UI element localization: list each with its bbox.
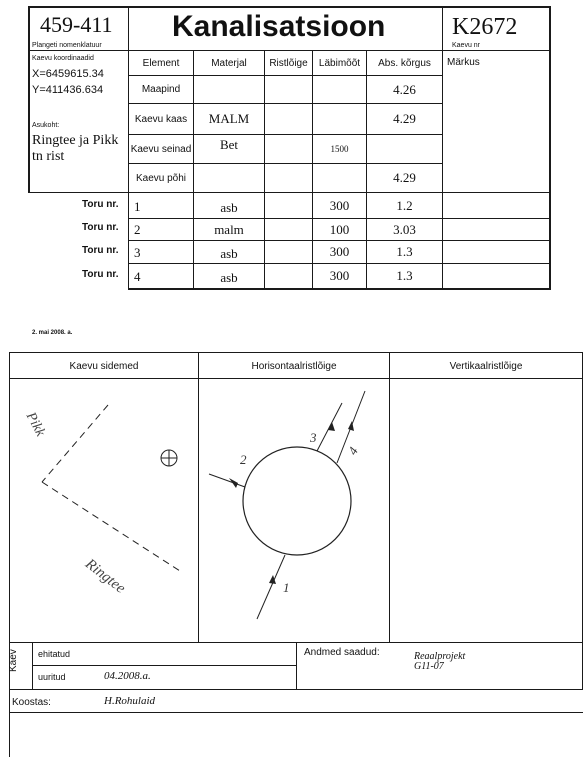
- pipe-arrow-1-icon: [269, 575, 276, 584]
- row-material: MALM: [208, 111, 250, 126]
- row-element: Kaevu kaas: [134, 113, 188, 125]
- sheet-code: 459-411: [40, 12, 113, 37]
- pipe-label: Toru nr.: [82, 245, 119, 256]
- pipe-height: 3.03: [393, 221, 416, 237]
- built-label: ehitatud: [38, 649, 71, 659]
- col-header-height: Abs. kõrgus: [378, 57, 431, 69]
- col-header-material: Materjal: [211, 57, 247, 69]
- pipe-diameter: 300: [329, 244, 350, 259]
- pipe-diameter: 300: [329, 197, 350, 213]
- row-height: 4.29: [393, 170, 416, 185]
- pipe-label-4: 4: [344, 444, 361, 458]
- page-title: Kanalisatsioon: [172, 10, 386, 43]
- section-title-horizontal: Horisontaalristlõige: [251, 360, 337, 372]
- data-source-label: Andmed saadud:: [304, 647, 380, 658]
- pipe-arrow-2-icon: [229, 478, 238, 488]
- street-label-ringtee: Ringtee: [82, 556, 129, 597]
- author-label: Koostas:: [12, 697, 51, 708]
- side-label-kaev: Kaev: [8, 649, 19, 672]
- coord-x: X=6459615.34: [32, 68, 104, 80]
- row-element: Maapind: [141, 84, 181, 95]
- pipe-nr: 4: [134, 269, 141, 284]
- pipe-height: 1.2: [396, 197, 413, 213]
- sheet-code-caption: Plangeti nomenklatuur: [32, 42, 102, 49]
- pipe-height: 1.3: [396, 268, 413, 283]
- well-circle: [243, 447, 351, 555]
- pipe-diameter: 300: [329, 268, 350, 283]
- pipe-line-2: [209, 474, 245, 487]
- surveyed-value: 04.2008.a.: [104, 670, 151, 682]
- pipe-arrow-3-icon: [328, 422, 335, 431]
- horizontal-section-sketch: [199, 379, 389, 641]
- street-label-pikk: Pikk: [22, 410, 48, 440]
- pipe-label: Toru nr.: [82, 222, 119, 233]
- well-id-caption: Kaevu nr: [452, 42, 481, 49]
- pipe-material: asb: [220, 246, 238, 261]
- pipe-nr: 1: [134, 199, 141, 214]
- pipe-label-1: 1: [283, 580, 290, 595]
- pipe-label: Toru nr.: [82, 199, 119, 210]
- pipe-label-2: 2: [240, 452, 247, 467]
- date-stamp: 2. mai 2008. a.: [32, 330, 73, 336]
- row-element: Kaevu põhi: [135, 172, 187, 184]
- col-header-diameter: Läbimõõt: [318, 57, 361, 69]
- pipe-material: asb: [220, 200, 238, 215]
- col-header-notes: Märkus: [447, 57, 480, 68]
- pipe-material: asb: [220, 270, 238, 285]
- row-diameter: 1500: [330, 144, 349, 154]
- section-title-connections: Kaevu sidemed: [69, 360, 139, 372]
- coords-label: Kaevu koordinaadid: [32, 55, 94, 62]
- pipe-label: Toru nr.: [82, 269, 119, 280]
- well-id: K2672: [452, 14, 518, 40]
- coord-y: Y=411436.634: [32, 84, 104, 96]
- pipe-height: 1.3: [396, 244, 413, 259]
- author-value: H.Rohulaid: [104, 695, 156, 707]
- pipe-nr: 3: [134, 245, 141, 260]
- col-header-cross: Ristlõige: [269, 57, 308, 69]
- pipe-diameter: 100: [329, 221, 350, 237]
- row-height: 4.26: [393, 81, 416, 97]
- data-source-value-2: G11-07: [414, 661, 444, 672]
- row-element: Kaevu seinad: [130, 143, 192, 155]
- row-height: 4.29: [393, 111, 416, 126]
- pipe-material: malm: [214, 222, 244, 237]
- pipe-line-1: [257, 555, 285, 619]
- data-source-value-1: Reaalprojekt: [414, 651, 466, 662]
- pipe-nr: 2: [134, 222, 141, 237]
- surveyed-label: uuritud: [38, 672, 66, 682]
- row-material: Bet: [219, 137, 239, 152]
- section-title-vertical: Vertikaalristlõige: [449, 360, 523, 372]
- well-symbol-icon: [161, 450, 177, 466]
- location-value: Ringtee ja Pikk tn rist: [32, 133, 119, 164]
- pipe-label-3: 3: [310, 430, 317, 445]
- col-header-element: Element: [142, 57, 180, 69]
- location-label: Asukoht:: [32, 122, 60, 129]
